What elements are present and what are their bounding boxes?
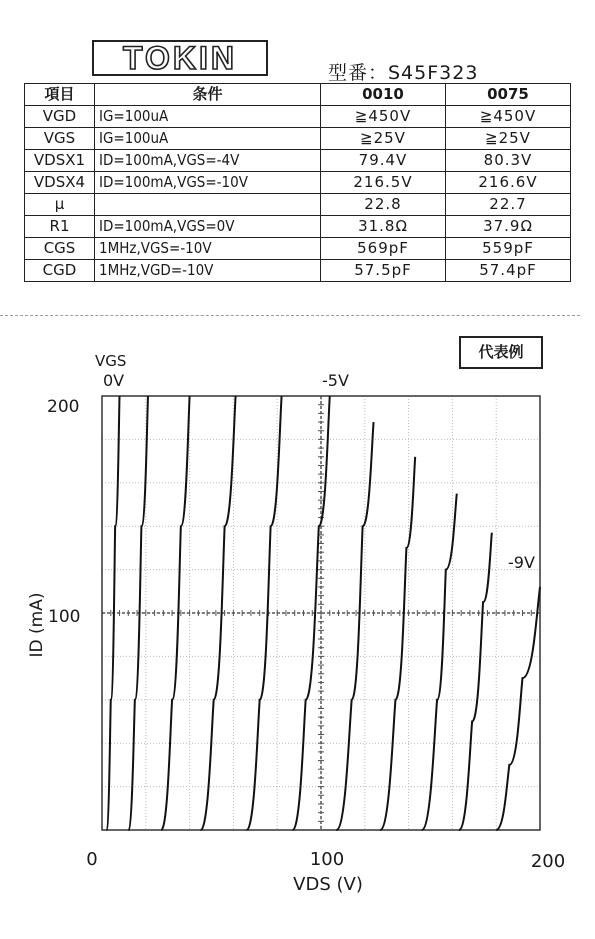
row-value-0010: 79.4V — [321, 150, 446, 172]
row-value-0010: 22.8 — [321, 194, 446, 216]
row-condition: ID=100mA,VGS=0V — [95, 216, 321, 238]
x-tick-label: 0 — [86, 849, 98, 870]
row-value-0010: ≧25V — [321, 128, 446, 150]
curve-label-5v: -5V — [322, 371, 349, 390]
y-tick-label: 100 — [48, 607, 81, 627]
representative-example-badge: 代表例 — [459, 336, 543, 369]
header-0075: 0075 — [446, 84, 571, 106]
row-condition: ID=100mA,VGS=-10V — [95, 172, 321, 194]
row-value-0075: ≧25V — [446, 128, 571, 150]
vgs-legend-title: VGS — [95, 352, 127, 370]
row-condition: IG=100uA — [95, 128, 321, 150]
curve-label-0v: 0V — [103, 371, 125, 390]
row-value-0010: 57.5pF — [321, 260, 446, 282]
row-item: CGD — [25, 260, 95, 282]
curve-vgs — [380, 457, 415, 830]
curve-vgs — [496, 587, 540, 830]
row-item: CGS — [25, 238, 95, 260]
row-condition: IG=100uA — [95, 106, 321, 128]
row-condition: ID=100mA,VGS=-4V — [95, 150, 321, 172]
row-value-0075: 37.9Ω — [446, 216, 571, 238]
row-value-0075: 559pF — [446, 238, 571, 260]
y-tick-label: 200 — [47, 397, 80, 417]
row-condition: 1MHz,VGS=-10V — [95, 238, 321, 260]
row-value-0010: 31.8Ω — [321, 216, 446, 238]
curve-vgs — [459, 533, 492, 830]
row-value-0010: 569pF — [321, 238, 446, 260]
row-value-0075: 216.6V — [446, 172, 571, 194]
x-tick-label: 100 — [309, 849, 345, 870]
row-value-0075: ≧450V — [446, 106, 571, 128]
logo-text: TOKIN — [123, 40, 237, 76]
header-0010: 0010 — [321, 84, 446, 106]
row-value-0010: 216.5V — [321, 172, 446, 194]
row-value-0075: 57.4pF — [446, 260, 571, 282]
row-item: VDSX1 — [25, 150, 95, 172]
row-item: R1 — [25, 216, 95, 238]
curve-label-9v: -9V — [508, 553, 535, 572]
row-item: μ — [25, 194, 95, 216]
row-value-0010: ≧450V — [321, 106, 446, 128]
curve-vgs — [422, 494, 457, 830]
row-value-0075: 22.7 — [446, 194, 571, 216]
header-condition: 条件 — [95, 84, 321, 106]
row-item: VGD — [25, 106, 95, 128]
header-item: 項目 — [25, 84, 95, 106]
y-axis-label: ID (mA) — [27, 592, 47, 658]
model-number: 型番：S45F323 — [328, 62, 479, 84]
chart-grid — [102, 396, 540, 830]
row-item: VDSX4 — [25, 172, 95, 194]
row-condition: 1MHz,VGD=-10V — [95, 260, 321, 282]
row-value-0075: 80.3V — [446, 150, 571, 172]
x-axis-label: VDS (V) — [293, 874, 363, 895]
row-item: VGS — [25, 128, 95, 150]
x-tick-label: 200 — [530, 851, 566, 872]
